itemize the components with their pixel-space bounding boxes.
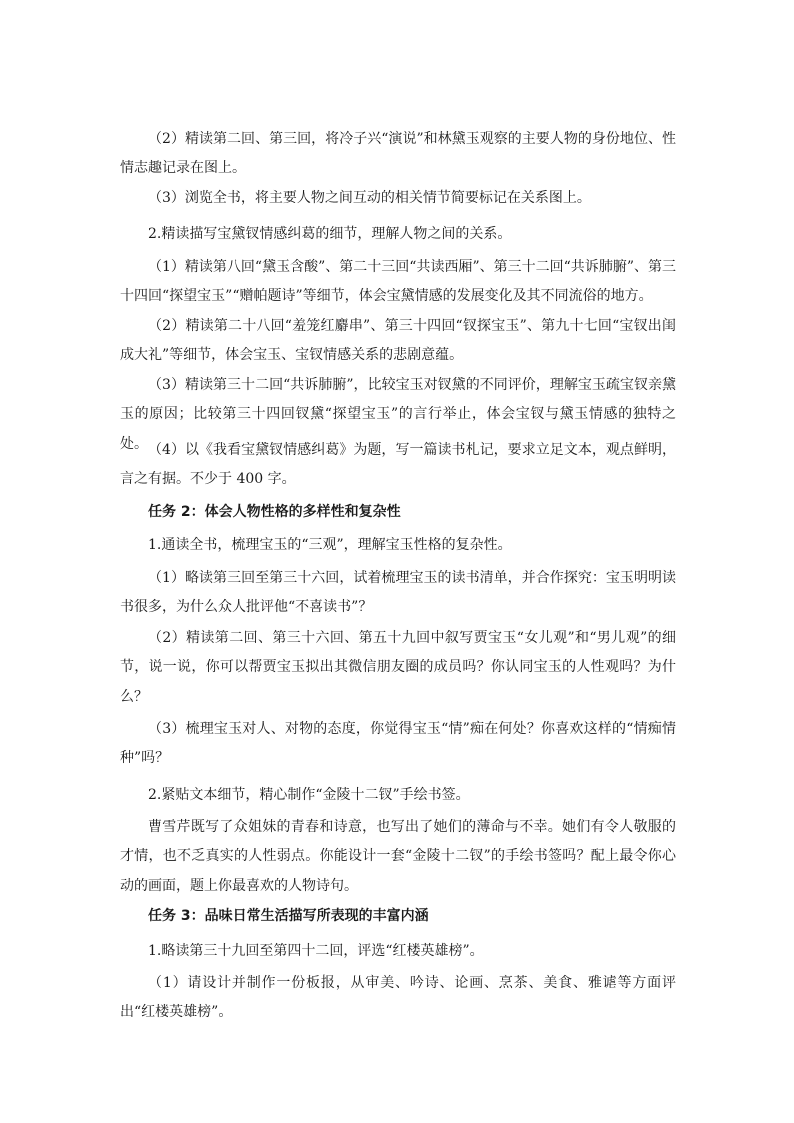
paragraph: （2）精读第二回、第三十六回、第五十九回中叙写贾宝玉“女儿观”和“男儿观”的细节，说一说，你可以帮贾宝玉拟出其微信朋友圈的成员吗？你认同宝玉的人性观吗？为什么？: [120, 630, 676, 705]
paragraph: （2）精读第二回、第三回，将冷子兴“演说”和林黛玉观察的主要人物的身份地位、性情志趣记录在图上。: [120, 131, 676, 177]
paragraph: （3）梳理宝玉对人、对物的态度，你觉得宝玉“情”痴在何处？你喜欢这样的“情痴情种”吗？: [120, 721, 676, 767]
paragraph: 1.通读全书，梳理宝玉的“三观”，理解宝玉性格的复杂性。: [148, 537, 512, 553]
section-heading: 任务 3：品味日常生活描写所表现的丰富内涵: [148, 908, 429, 924]
paragraph: （1）精读第八回“黛玉含酸”、第二十三回“共读西厢”、第三十二回“共诉肺腑”、第三十四回“探望宝玉”“赠帕题诗”等细节，体会宝黛情感的发展变化及其不同流俗的地方。: [120, 259, 676, 305]
paragraph: 2.紧贴文本细节，精心制作“金陵十二钗”手绘书签。: [148, 787, 470, 803]
paragraph: （1）略读第三回至第三十六回，试着梳理宝玉的读书清单，并合作探究：宝玉明明读书很多，为什么众人批评他“不喜读书”？: [120, 570, 676, 616]
paragraph: （4）以《我看宝黛钗情感纠葛》为题，写一篇读书札记，要求立足文本，观点鲜明，言之有据。不少于 400 字。: [120, 442, 676, 488]
paragraph: （2）精读第二十八回“羞笼红麝串”、第三十四回“钗探宝玉”、第九十七回“宝钗出闺成大礼”等细节，体会宝玉、宝钗情感关系的悲剧意蕴。: [120, 318, 676, 364]
paragraph: （1）请设计并制作一份板报，从审美、吟诗、论画、烹茶、美食、雅谑等方面评出“红楼英雄榜”。: [120, 975, 676, 1021]
paragraph: 1.略读第三十九回至第四十二回，评选“红楼英雄榜”。: [148, 943, 484, 959]
section-heading: 任务 2：体会人物性格的多样性和复杂性: [148, 504, 401, 520]
paragraph: （3）浏览全书，将主要人物之间互动的相关情节简要标记在关系图上。: [148, 190, 591, 206]
paragraph: 曹雪芹既写了众姐妹的青春和诗意，也写出了她们的薄命与不幸。她们有令人敬服的才情，也不乏真实的人性弱点。你能设计一套“金陵十二钗”的手绘书签吗？配上最令你心动的画面，题上你最喜欢的人物诗句。: [120, 819, 676, 894]
paragraph: （3）精读第三十二回“共诉肺腑”，比较宝玉对钗黛的不同评价，理解宝玉疏宝钗亲黛玉的原因；比较第三十四回钗黛“探望宝玉”的言行举止，体会宝钗与黛玉情感的独特之处。: [120, 377, 676, 452]
paragraph: 2.精读描写宝黛钗情感纠葛的细节，理解人物之间的关系。: [148, 226, 512, 242]
